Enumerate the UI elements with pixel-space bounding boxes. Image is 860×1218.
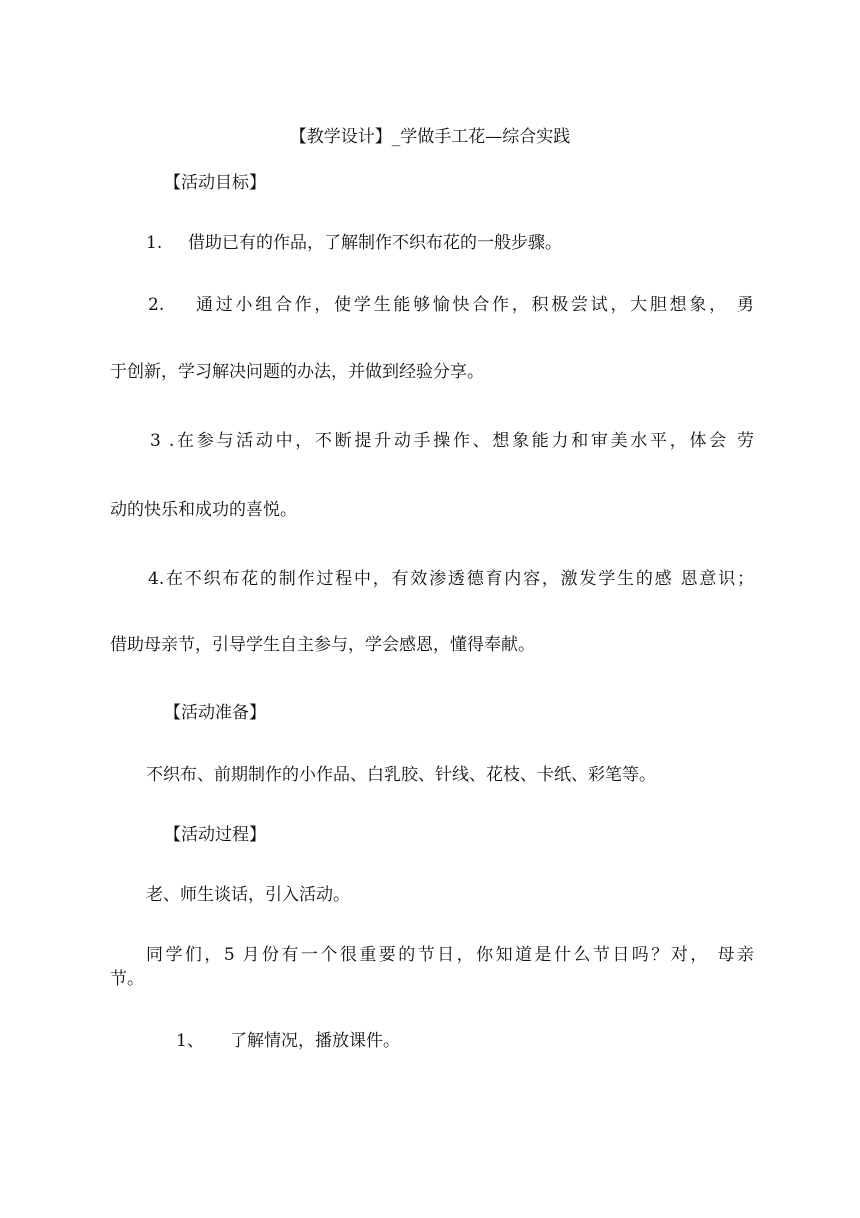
process-paragraph-line-1: 同学们，5 月份有一个很重要的节日，你知道是什么节日吗？对， 母亲 [146, 945, 754, 965]
process-step-1-text: 了解情况，播放课件。 [230, 1031, 400, 1051]
document-title: 【教学设计】_学做手工花—综合实践 [289, 127, 571, 147]
section-heading-goals: 【活动目标】 [164, 173, 266, 193]
goal-item-3-line-2: 动的快乐和成功的喜悦。 [110, 500, 297, 520]
goal-item-2-line-2: 于创新，学习解决问题的办法，并做到经验分享。 [110, 362, 484, 382]
goal-item-1 [146, 232, 562, 254]
goal-item-4-line-2: 借助母亲节，引导学生自主参与，学会感恩，懂得奉献。 [110, 635, 535, 655]
preparation-materials: 不织布、前期制作的小作品、白乳胶、针线、花枝、卡纸、彩笔等。 [146, 765, 656, 785]
process-step-1 [176, 1030, 400, 1052]
process-intro: 老、师生谈话，引入活动。 [146, 885, 350, 905]
goal-item-3-line-1: 3 .在参与活动中，不断提升动手操作、想象能力和审美水平，体会 劳 [150, 431, 754, 451]
goal-item-1-number: 1. [146, 233, 163, 253]
goal-item-4-line-1: 4.在不织布花的制作过程中，有效渗透德育内容，激发学生的感 恩意识； [148, 569, 754, 589]
goal-item-2-number: 2. [148, 295, 165, 315]
process-step-1-number: 1、 [176, 1031, 204, 1051]
goal-item-1-text: 借助已有的作品，了解制作不织布花的一般步骤。 [188, 233, 562, 253]
section-heading-process: 【活动过程】 [164, 825, 266, 845]
process-paragraph-line-2: 节。 [110, 969, 144, 989]
section-heading-preparation: 【活动准备】 [164, 703, 266, 723]
goal-item-2-text-line-1: 通过小组合作，使学生能够愉快合作，积极尝试，大胆想象， 勇 [196, 295, 754, 315]
goal-item-2-line-1 [148, 294, 754, 316]
